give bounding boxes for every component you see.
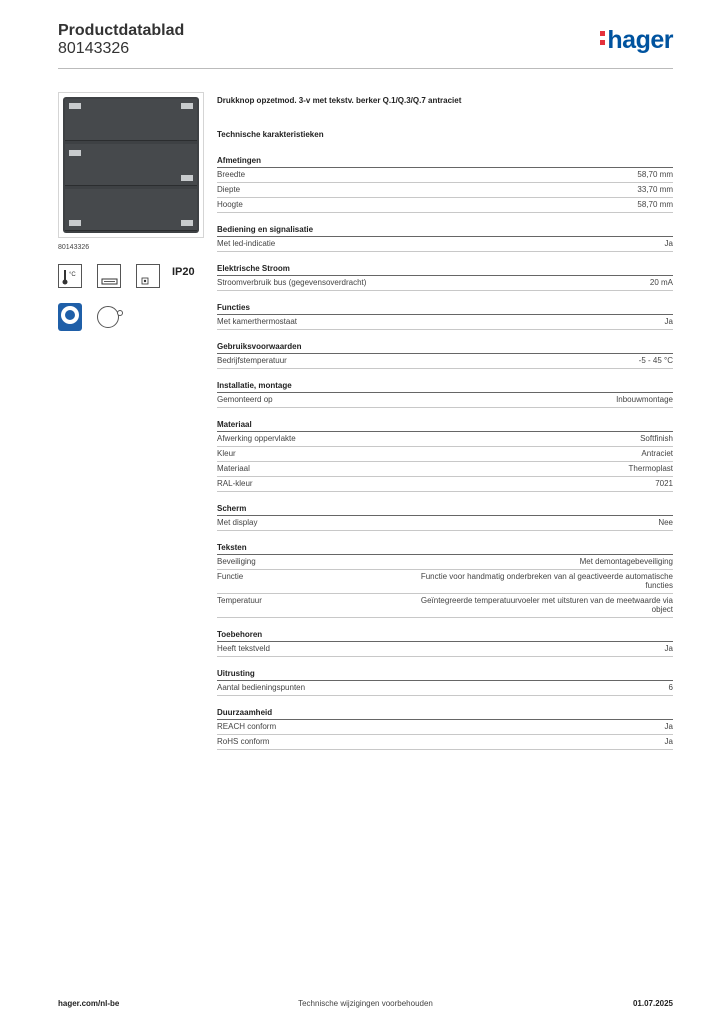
spec-row bbox=[217, 168, 673, 183]
spec-group bbox=[217, 225, 673, 252]
spec-value: Antraciet bbox=[641, 449, 673, 458]
spec-row bbox=[217, 462, 673, 477]
spec-group-title: Elektrische Stroom bbox=[217, 264, 673, 276]
spec-label: Aantal bedieningspunten bbox=[217, 683, 306, 692]
thermometer-icon bbox=[58, 264, 82, 288]
spec-group-title: Functies bbox=[217, 303, 673, 315]
spec-label: Temperatuur bbox=[217, 596, 262, 605]
spec-content bbox=[217, 96, 673, 762]
spec-group-title: Teksten bbox=[217, 543, 673, 555]
spec-value: Softfinish bbox=[640, 434, 673, 443]
spec-value: Ja bbox=[664, 722, 673, 731]
spec-label: Materiaal bbox=[217, 464, 250, 473]
spec-row bbox=[217, 354, 673, 369]
round-box-icon bbox=[97, 306, 119, 328]
spec-group bbox=[217, 669, 673, 696]
spec-value: Geïntegreerde temperatuurvoeler met uitsturen van de meetwaarde via object bbox=[420, 596, 673, 614]
spec-row bbox=[217, 720, 673, 735]
footer-website[interactable]: hager.com/nl-be bbox=[58, 999, 120, 1008]
rocker-2 bbox=[65, 144, 197, 186]
spec-label: Hoogte bbox=[217, 200, 243, 209]
spec-group bbox=[217, 264, 673, 291]
spec-group-title: Scherm bbox=[217, 504, 673, 516]
spec-groups bbox=[217, 156, 673, 750]
spec-value: 20 mA bbox=[649, 278, 673, 287]
spec-row bbox=[217, 570, 673, 594]
spec-group-title: Afmetingen bbox=[217, 156, 673, 168]
spec-label: Met kamerthermostaat bbox=[217, 317, 298, 326]
spec-group-title: Installatie, montage bbox=[217, 381, 673, 393]
spec-group bbox=[217, 708, 673, 750]
spec-value: Met demontagebeveiliging bbox=[579, 557, 673, 566]
spec-row bbox=[217, 183, 673, 198]
page-header bbox=[58, 22, 673, 68]
spec-group-title: Toebehoren bbox=[217, 630, 673, 642]
spec-label: Breedte bbox=[217, 170, 246, 179]
spec-label: Bedrijfstemperatuur bbox=[217, 356, 287, 365]
spec-label: RAL-kleur bbox=[217, 479, 253, 488]
spec-label: Functie bbox=[217, 572, 244, 581]
spec-row bbox=[217, 447, 673, 462]
spec-row bbox=[217, 642, 673, 657]
spec-value: 58,70 mm bbox=[637, 170, 673, 179]
spec-group bbox=[217, 504, 673, 531]
spec-group bbox=[217, 342, 673, 369]
spec-row bbox=[217, 315, 673, 330]
spec-label: Heeft tekstveld bbox=[217, 644, 270, 653]
spec-label: Diepte bbox=[217, 185, 241, 194]
spec-group bbox=[217, 630, 673, 657]
spec-group bbox=[217, 303, 673, 330]
spec-value: Ja bbox=[664, 239, 673, 248]
spec-row bbox=[217, 276, 673, 291]
spec-row bbox=[217, 237, 673, 252]
spec-group bbox=[217, 156, 673, 213]
spec-row bbox=[217, 432, 673, 447]
spec-label: Met display bbox=[217, 518, 258, 527]
spec-label: Kleur bbox=[217, 449, 236, 458]
spec-label: Beveiliging bbox=[217, 557, 256, 566]
spec-group-title: Gebruiksvoorwaarden bbox=[217, 342, 673, 354]
spec-group bbox=[217, 543, 673, 618]
spec-group bbox=[217, 381, 673, 408]
document-title: Productdatablad bbox=[58, 22, 185, 39]
spec-row bbox=[217, 477, 673, 492]
spec-row bbox=[217, 516, 673, 531]
spec-group bbox=[217, 420, 673, 492]
spec-group-title: Uitrusting bbox=[217, 669, 673, 681]
spec-label: Afwerking oppervlakte bbox=[217, 434, 296, 443]
header-divider bbox=[58, 68, 673, 69]
spec-value: Ja bbox=[664, 737, 673, 746]
spec-value: 6 bbox=[668, 683, 673, 692]
spec-label: RoHS conform bbox=[217, 737, 270, 746]
svg-text:°C: °C bbox=[69, 272, 76, 278]
eco-passport-icon bbox=[58, 303, 82, 331]
spec-value: 7021 bbox=[655, 479, 673, 488]
product-image bbox=[58, 92, 204, 238]
spec-row bbox=[217, 198, 673, 213]
footer-date: 01.07.2025 bbox=[632, 999, 673, 1008]
spec-label: Met led-indicatie bbox=[217, 239, 276, 248]
spec-value: Ja bbox=[664, 317, 673, 326]
spec-value: Functie voor handmatig onderbreken van al geactiveerde automatische functies bbox=[420, 572, 673, 590]
spec-row bbox=[217, 681, 673, 696]
spec-row bbox=[217, 594, 673, 618]
image-caption: 80143326 bbox=[58, 244, 90, 251]
spec-group-title: Bediening en signalisatie bbox=[217, 225, 673, 237]
spec-value: Thermoplast bbox=[628, 464, 673, 473]
spec-value: -5 - 45 °C bbox=[638, 356, 673, 365]
ip-rating-icon: IP20 bbox=[172, 266, 195, 278]
section-heading: Technische karakteristieken bbox=[217, 130, 324, 139]
switch-body bbox=[63, 97, 199, 233]
footer-notice: Technische wijzigingen voorbehouden bbox=[298, 999, 433, 1008]
spec-value: Nee bbox=[658, 518, 673, 527]
document-number: 80143326 bbox=[58, 40, 130, 57]
spec-label: Gemonteerd op bbox=[217, 395, 273, 404]
spec-value: Ja bbox=[664, 644, 673, 653]
led-icon bbox=[136, 264, 160, 288]
spec-value: 58,70 mm bbox=[637, 200, 673, 209]
spec-row bbox=[217, 555, 673, 570]
spec-label: REACH conform bbox=[217, 722, 277, 731]
hager-logo bbox=[600, 26, 673, 55]
rocker-1 bbox=[65, 99, 197, 141]
product-name: Drukknop opzetmod. 3-v met tekstv. berker Q.1/Q.3/Q.7 antraciet bbox=[217, 96, 462, 105]
logo-text: hager bbox=[607, 26, 673, 54]
rocker-3 bbox=[65, 189, 197, 231]
spec-value: Inbouwmontage bbox=[616, 395, 673, 404]
spec-row bbox=[217, 735, 673, 750]
spec-group-title: Duurzaamheid bbox=[217, 708, 673, 720]
spec-value: 33,70 mm bbox=[637, 185, 673, 194]
display-icon bbox=[97, 264, 121, 288]
spec-row bbox=[217, 393, 673, 408]
spec-label: Stroomverbruik bus (gegevensoverdracht) bbox=[217, 278, 367, 287]
spec-group-title: Materiaal bbox=[217, 420, 673, 432]
